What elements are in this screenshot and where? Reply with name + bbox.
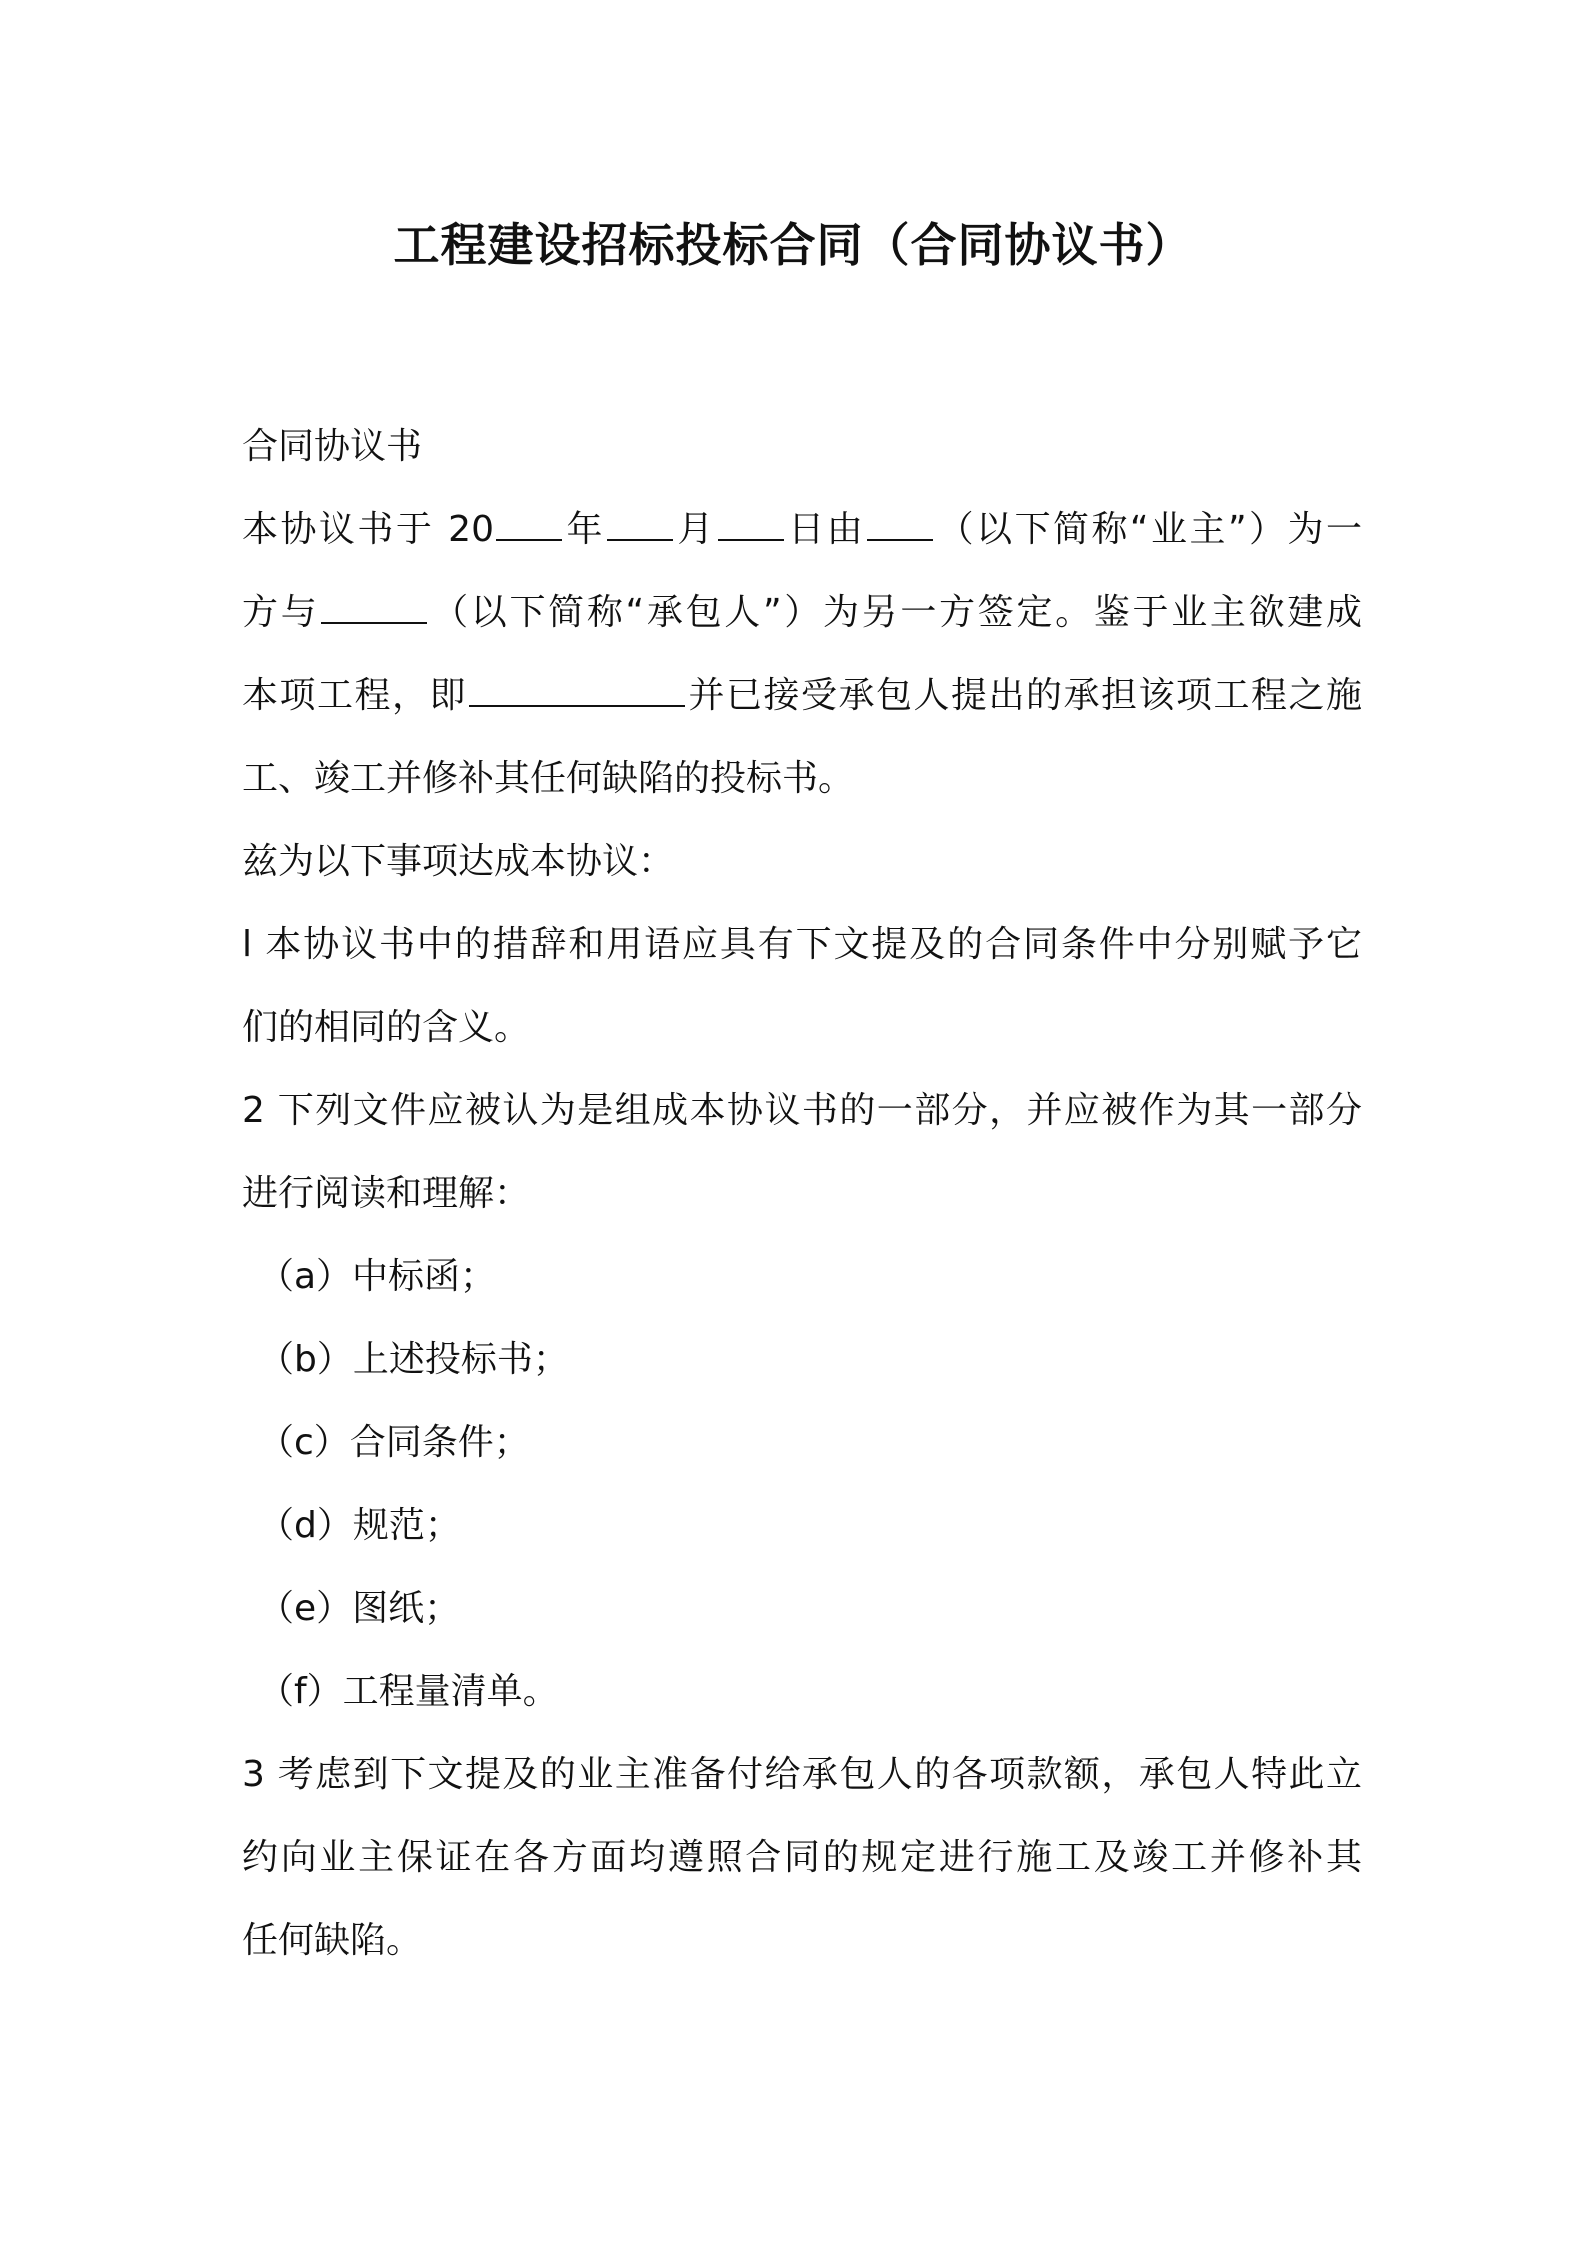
list-item-b: （b）上述投标书； xyxy=(258,1339,569,1380)
text-segment: （以下简称“业主”）为一 xyxy=(935,509,1362,550)
item-1-line-2: 们的相同的含义。 xyxy=(242,1007,531,1048)
text-segment: 并已接受承包人提出的承担该项工程之施 xyxy=(687,675,1362,716)
list-item-f: （f）工程量清单。 xyxy=(258,1671,559,1712)
text-segment: 方与 xyxy=(242,592,320,633)
list-item-e: （e）图纸； xyxy=(258,1588,461,1629)
text-segment: 本项工程，即 xyxy=(242,675,467,716)
paragraph-1-line-4: 工、竣工并修补其任何缺陷的投标书。 xyxy=(242,758,855,799)
item-3-line-1: 3 考虑到下文提及的业主准备付给承包人的各项款额，承包人特此立 xyxy=(242,1754,1362,1795)
list-item-a: （a）中标函； xyxy=(258,1256,497,1297)
item-2-line-1: 2 下列文件应被认为是组成本协议书的一部分，并应被作为其一部分 xyxy=(242,1090,1362,1131)
item-1-line-1: l 本协议书中的措辞和用语应具有下文提及的合同条件中分别赋予它 xyxy=(242,924,1362,965)
owner-blank xyxy=(867,509,933,541)
day-blank xyxy=(718,509,784,541)
item-3-line-3: 任何缺陷。 xyxy=(242,1920,423,1961)
text-segment: 月 xyxy=(674,509,716,550)
year-blank xyxy=(496,509,562,541)
document-body xyxy=(242,405,1362,1982)
text-segment: 年 xyxy=(563,509,605,550)
contractor-blank xyxy=(321,592,427,624)
paragraph-1-line-3 xyxy=(242,654,1362,737)
month-blank xyxy=(607,509,673,541)
text-segment: （以下简称“承包人”）为另一方签定。鉴于业主欲建成 xyxy=(429,592,1362,633)
item-2-line-2: 进行阅读和理解： xyxy=(242,1173,531,1214)
project-blank xyxy=(469,675,685,707)
text-segment: 日由 xyxy=(785,509,866,550)
paragraph-1-line-1 xyxy=(242,488,1362,571)
text-segment: 本协议书于 20 xyxy=(242,509,494,550)
paragraph-1-line-2 xyxy=(242,571,1362,654)
section-heading: 合同协议书 xyxy=(242,426,423,467)
list-item-d: （d）规范； xyxy=(258,1505,461,1546)
document-title: 工程建设招标投标合同（合同协议书） xyxy=(393,218,1193,272)
list-item-c: （c）合同条件； xyxy=(258,1422,530,1463)
item-3-line-2: 约向业主保证在各方面均遵照合同的规定进行施工及竣工并修补其 xyxy=(242,1837,1362,1878)
agreement-intro: 兹为以下事项达成本协议： xyxy=(242,841,675,882)
